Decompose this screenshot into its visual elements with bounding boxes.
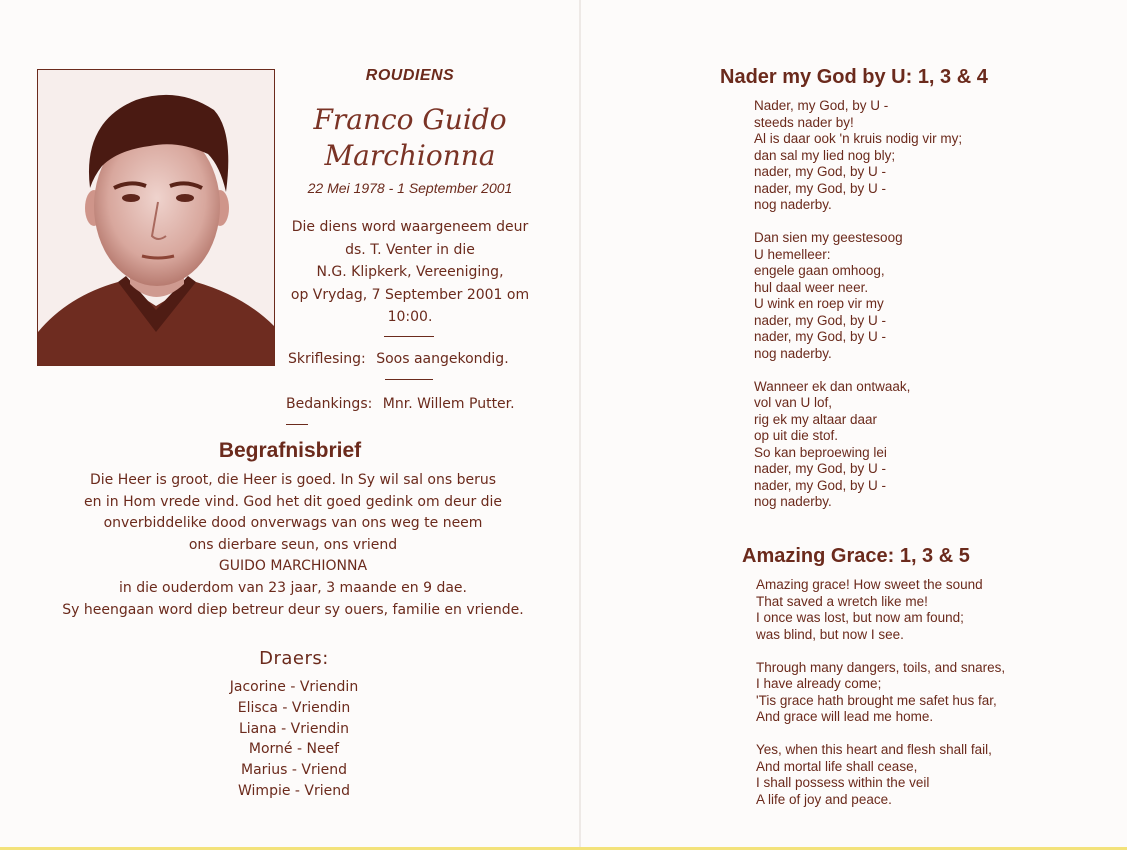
stanza-gap [754, 214, 962, 231]
lyric-line: nader, my God, by U - [754, 477, 887, 493]
reading-row [288, 351, 509, 367]
letter-line: Die Heer is groot, die Heer is goed. In Sy wil sal ons berus [89, 472, 497, 488]
lyric-line: nader, my God, by U - [754, 461, 887, 476]
bearer-item: Wimpie - Vriend [238, 782, 350, 799]
lyric-line: op uit die stof. [754, 428, 839, 443]
lyric-line: hul daal weer neer. [754, 279, 869, 295]
service-line: 10:00. [387, 309, 433, 325]
service-line: N.G. Klipkerk, Vereeniging, [316, 264, 504, 280]
lyric-line: That saved a wretch like me! [756, 593, 928, 609]
service-heading: ROUDIENS [365, 67, 455, 84]
lyric-line: Yes, when this heart and flesh shall fail, [756, 742, 992, 757]
lyric-line: I have already come; [756, 676, 882, 691]
reading-label: Skriflesing: [288, 351, 366, 367]
lyric-line: vol van U lof, [754, 395, 833, 410]
portrait-photo [37, 69, 275, 366]
divider [384, 336, 434, 337]
letter-heading: Begrafnisbrief [218, 439, 362, 462]
lyric-line: A life of joy and peace. [756, 791, 892, 807]
lyric-line: Wanneer ek dan ontwaak, [754, 378, 911, 394]
thanks-value: Mnr. Willem Putter. [382, 396, 515, 412]
life-dates: 22 Mei 1978 - 1 September 2001 [307, 180, 513, 196]
hymn1-title: Nader my God by U: 1, 3 & 4 [720, 66, 988, 88]
lyric-line: engele gaan omhoog, [754, 263, 885, 278]
deceased-surname: Marchionna [324, 139, 496, 172]
bearers-list [0, 677, 588, 802]
lyric-line: nog naderby. [754, 197, 832, 212]
lyric-line: Amazing grace! How sweet the sound [756, 577, 983, 592]
service-line: Die diens word waargeneem deur [291, 219, 529, 235]
lyric-line: steeds nader by! [754, 114, 854, 130]
lyric-line: I once was lost, but now am found; [756, 610, 964, 625]
thanks-row [286, 396, 515, 412]
lyric-line: Nader, my God, by U - [754, 98, 889, 113]
letter-body [0, 470, 586, 621]
divider [385, 379, 433, 380]
lyric-line: nog naderby. [754, 345, 832, 361]
lyric-line: I shall possess within the veil [756, 775, 930, 790]
letter-line: Sy heengaan word diep betreur deur sy ouers, familie en vriende. [62, 601, 524, 618]
lyric-line: And mortal life shall cease, [756, 758, 918, 774]
lyric-line: U hemelleer: [754, 246, 831, 262]
bearer-item: Elisca - Vriendin [237, 699, 351, 716]
stanza-gap [756, 643, 1005, 660]
divider [286, 424, 308, 425]
letter-line: onverbiddelike dood onverwags van ons weg te neem [103, 515, 483, 532]
lyric-line: dan sal my lied nog bly; [754, 147, 896, 163]
lyric-line: 'Tis grace hath brought me safet hus far, [756, 692, 997, 708]
bearers-heading: Draers: [259, 648, 329, 669]
lyric-line: And grace will lead me home. [756, 709, 934, 724]
deceased-first-names: Franco Guido [313, 103, 507, 136]
bearer-item: Liana - Vriendin [238, 720, 350, 737]
lyric-line: Al is daar ook 'n kruis nodig vir my; [754, 131, 963, 146]
hymn1-lyrics [754, 98, 962, 511]
lyric-line: U wink en roep vir my [754, 296, 884, 311]
lyric-line: rig ek my altaar daar [754, 411, 878, 427]
letter-line: ons dierbare seun, ons vriend [188, 536, 398, 553]
bearer-item: Jacorine - Vriendin [229, 679, 359, 695]
service-details [280, 216, 540, 329]
lyric-line: Dan sien my geestesoog [754, 230, 903, 245]
stanza-gap [756, 726, 1005, 743]
letter-line: en in Hom vrede vind. God het dit goed gedink om deur die [83, 493, 503, 510]
bearer-item: Morné - Neef [248, 741, 340, 758]
lyric-line: nader, my God, by U - [754, 329, 887, 344]
lyric-line: nader, my God, by U - [754, 312, 887, 328]
bearer-item: Marius - Vriend [240, 762, 348, 779]
lyric-line: nader, my God, by U - [754, 164, 887, 179]
lyric-line: nog naderby. [754, 494, 832, 509]
thanks-label: Bedankings: [286, 396, 373, 412]
service-line: op Vrydag, 7 September 2001 om [290, 286, 530, 303]
hymn2-lyrics [756, 577, 1005, 808]
service-line: ds. T. Venter in die [345, 241, 475, 258]
lyric-line: nader, my God, by U - [754, 180, 887, 196]
stanza-gap [754, 362, 962, 379]
letter-line: in die ouderdom van 23 jaar, 3 maande en 9 dae. [119, 579, 467, 596]
reading-value: Soos aangekondig. [376, 351, 509, 367]
lyric-line: was blind, but now I see. [756, 626, 904, 642]
lyric-line: So kan beproewing lei [754, 444, 887, 460]
lyric-line: Through many dangers, toils, and snares, [756, 659, 1006, 675]
hymn2-title: Amazing Grace: 1, 3 & 5 [742, 545, 970, 567]
letter-line: GUIDO MARCHIONNA [218, 558, 368, 575]
